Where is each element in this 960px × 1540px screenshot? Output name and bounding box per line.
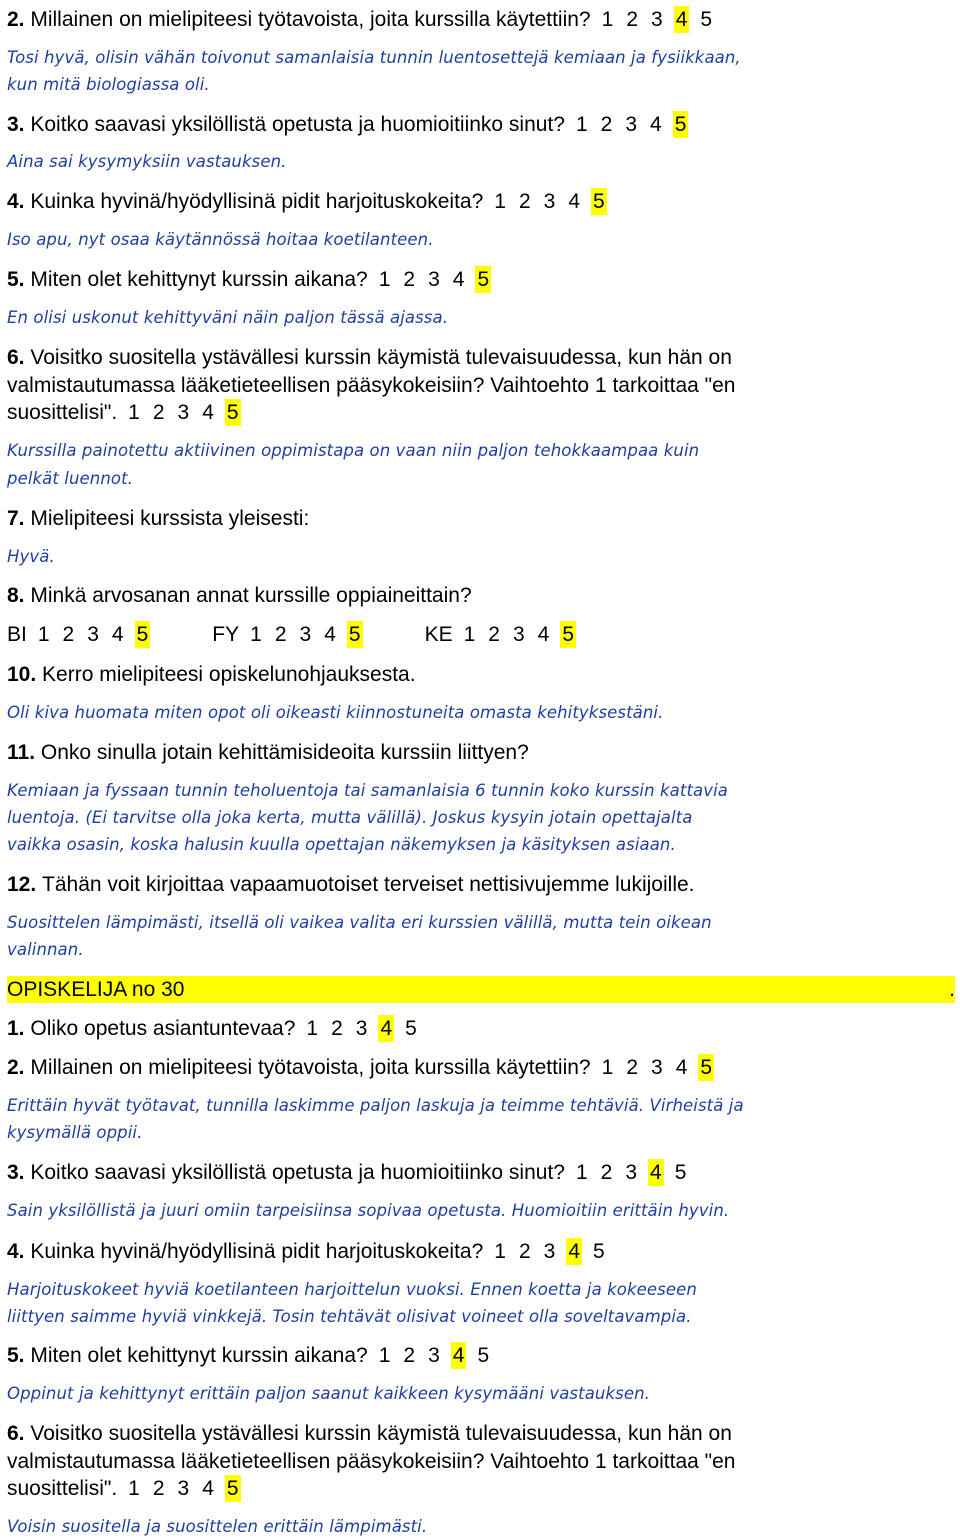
subject-fy: FY	[212, 623, 240, 646]
question-text: valmistautumassa lääketieteellisen pääsykokeisiin? Vaihtoehto 1 tarkoittaa "en	[7, 1450, 736, 1473]
rating-option-4: 4	[537, 623, 550, 646]
rating-scale	[591, 1056, 714, 1079]
rating-option-2: 2	[518, 1240, 531, 1263]
rating-option-5: 5	[562, 623, 575, 646]
rating-option-4: 4	[568, 190, 581, 213]
answer-line	[7, 777, 728, 804]
rating-option-3: 3	[543, 1240, 556, 1263]
rating-option-5: 5	[477, 1344, 490, 1367]
question-number: 4.	[7, 190, 31, 213]
rating-option-1: 1	[250, 623, 262, 646]
question-text: Tähän voit kirjoittaa vapaamuotoiset terveiset nettisivujemme lukijoille.	[42, 873, 695, 896]
rating-option-2: 2	[626, 1056, 638, 1079]
question-line	[7, 661, 416, 688]
rating-option-3: 3	[87, 623, 99, 646]
answer-text: Iso apu, nyt osaa käytännössä hoitaa koetilanteen.	[7, 230, 434, 249]
question-line	[7, 739, 529, 766]
rating-option-2: 2	[62, 623, 75, 646]
rating-option-3: 3	[428, 268, 440, 291]
rating-option-1: 1	[128, 1477, 140, 1500]
subject-bi: BI	[7, 623, 27, 646]
rating-option-3: 3	[625, 1161, 638, 1184]
rating-scale	[453, 623, 576, 646]
question-line	[7, 399, 241, 426]
rating-scale	[117, 1477, 240, 1500]
student-label: OPISKELIJA no 30	[7, 978, 185, 1001]
question-text: Millainen on mielipiteesi työtavoista, joita kurssilla käytettiin?	[30, 1056, 591, 1079]
question-number: 12.	[7, 873, 43, 896]
answer-line	[7, 1380, 650, 1407]
rating-option-3: 3	[428, 1344, 440, 1367]
answer-text: Kemiaan ja fyssaan tunnin teholuentoja tai samanlaisia 6 tunnin koko kurssin kattavia	[7, 781, 728, 800]
rating-option-4: 4	[650, 113, 662, 136]
answer-text: Oppinut ja kehittynyt erittäin paljon saanut kaikkeen kysymääni vastauksen.	[7, 1384, 650, 1403]
answer-line	[7, 831, 676, 858]
question-line	[7, 188, 607, 215]
question-number: 6.	[7, 1422, 31, 1445]
rating-option-1: 1	[378, 1344, 391, 1367]
rating-scale	[483, 1240, 606, 1263]
rating-option-2: 2	[600, 113, 613, 136]
trailing-dot: .	[949, 978, 955, 1001]
answer-text: liittyen saimme hyviä vinkkejä. Tosin tehtävät olisivat voineet olla soveltavampia.	[7, 1307, 692, 1326]
question-number: 2.	[7, 8, 31, 31]
answer-text: Sain yksilöllistä ja juuri omiin tarpeisiinsa sopivaa opetusta. Huomioitiin erittäin hyvin.	[7, 1201, 730, 1220]
question-line	[7, 266, 491, 293]
answer-text: luentoja. (Ei tarvitse olla joka kerta, mutta välillä). Joskus kysyin jotain opettajalta	[7, 808, 693, 827]
rating-scale	[565, 1161, 688, 1184]
answer-text: kun mitä biologiassa oli.	[7, 75, 210, 94]
question-text: Koitko saavasi yksilöllistä opetusta ja huomioitiinko sinut?	[30, 1161, 565, 1184]
question-line	[7, 372, 735, 399]
rating-option-5: 5	[477, 268, 490, 291]
question-number: 6.	[7, 346, 31, 369]
rating-option-5: 5	[674, 113, 687, 136]
rating-option-5: 5	[226, 1477, 239, 1500]
answer-line	[7, 936, 84, 963]
rating-scale	[483, 190, 606, 213]
rating-option-2: 2	[626, 8, 638, 31]
question-line	[7, 1054, 714, 1081]
rating-option-3: 3	[299, 623, 312, 646]
rating-option-1: 1	[494, 1240, 506, 1263]
rating-scale	[368, 1344, 491, 1367]
rating-option-3: 3	[651, 8, 663, 31]
question-text: valmistautumassa lääketieteellisen pääsykokeisiin? Vaihtoehto 1 tarkoittaa "en	[7, 374, 736, 397]
rating-option-2: 2	[331, 1017, 343, 1040]
rating-option-2: 2	[518, 190, 531, 213]
question-number: 7.	[7, 507, 31, 530]
question-text: Oliko opetus asiantuntevaa?	[30, 1017, 296, 1040]
rating-scale	[295, 1017, 418, 1040]
question-line	[7, 1238, 607, 1265]
question-text: Voisitko suositella ystävällesi kurssin käymistä tulevaisuudessa, kun hän on	[30, 346, 732, 369]
rating-scale	[565, 113, 688, 136]
rating-option-2: 2	[152, 401, 165, 424]
question-text: Miten olet kehittynyt kurssin aikana?	[30, 1344, 368, 1367]
rating-option-1: 1	[378, 268, 391, 291]
rating-scale	[117, 401, 240, 424]
subject-ke: KE	[424, 623, 453, 646]
rating-option-2: 2	[488, 623, 500, 646]
question-text: Kuinka hyvinä/hyödyllisinä pidit harjoituskokeita?	[30, 190, 484, 213]
rating-option-1: 1	[494, 190, 506, 213]
rating-option-4: 4	[568, 1240, 581, 1263]
answer-text: Erittäin hyvät työtavat, tunnilla laskimme paljon laskuja ja teimme tehtäviä. Virheistä ja	[7, 1096, 744, 1115]
rating-option-2: 2	[274, 623, 287, 646]
question-text: Miten olet kehittynyt kurssin aikana?	[30, 268, 368, 291]
question-text: suosittelisi".	[7, 1477, 118, 1500]
question-text: Millainen on mielipiteesi työtavoista, joita kurssilla käytettiin?	[30, 8, 591, 31]
rating-option-3: 3	[355, 1017, 368, 1040]
rating-option-5: 5	[593, 1240, 605, 1263]
answer-line	[7, 226, 434, 253]
question-line	[7, 6, 714, 33]
rating-option-4: 4	[380, 1017, 393, 1040]
rating-option-4: 4	[202, 401, 214, 424]
rating-option-5: 5	[674, 1161, 687, 1184]
rating-option-1: 1	[463, 623, 476, 646]
answer-line	[7, 44, 741, 71]
question-line	[7, 582, 472, 609]
rating-option-2: 2	[403, 268, 416, 291]
question-number: 3.	[7, 1161, 31, 1184]
answer-line	[7, 699, 663, 726]
question-line	[7, 344, 732, 371]
question-number: 3.	[7, 113, 31, 136]
answer-line	[7, 543, 55, 570]
question-text: Kerro mielipiteesi opiskelunohjauksesta.	[42, 663, 416, 686]
answer-line	[7, 148, 286, 175]
answer-text: Oli kiva huomata miten opot oli oikeasti kiinnostuneita omasta kehityksestäni.	[7, 703, 664, 722]
answer-text: kysymällä oppii.	[7, 1123, 143, 1142]
rating-scale	[368, 268, 491, 291]
answer-line	[7, 1092, 744, 1119]
rating-scale	[27, 623, 150, 646]
answer-text: valinnan.	[7, 940, 84, 959]
rating-option-3: 3	[543, 190, 556, 213]
question-text: Minkä arvosanan annat kurssille oppiaineittain?	[30, 584, 472, 607]
rating-option-3: 3	[177, 401, 190, 424]
rating-option-4: 4	[675, 1056, 688, 1079]
question-text: Mielipiteesi kurssista yleisesti:	[30, 507, 310, 530]
rating-option-3: 3	[512, 623, 525, 646]
rating-option-5: 5	[136, 623, 149, 646]
question-line	[7, 1159, 688, 1186]
question-line	[7, 505, 309, 532]
question-text: suosittelisi".	[7, 401, 118, 424]
grades-row	[7, 621, 576, 648]
answer-text: Harjoituskokeet hyviä koetilanteen harjoittelun vuoksi. Ennen koetta ja kokeeseen	[7, 1280, 697, 1299]
rating-option-1: 1	[601, 8, 614, 31]
rating-option-3: 3	[651, 1056, 663, 1079]
answer-text: Voisin suositella ja suosittelen erittäin lämpimästi.	[7, 1517, 428, 1536]
question-number: 4.	[7, 1240, 31, 1263]
rating-scale	[239, 623, 362, 646]
question-line	[7, 111, 688, 138]
answer-line	[7, 71, 210, 98]
question-number: 10.	[7, 663, 43, 686]
rating-option-4: 4	[111, 623, 124, 646]
question-line	[7, 1420, 732, 1447]
answer-text: vaikka osasin, koska halusin kuulla opettajan näkemyksen ja käsityksen asiaan.	[7, 835, 676, 854]
answer-line	[7, 909, 712, 936]
rating-option-5: 5	[593, 190, 605, 213]
answer-text: Suosittelen lämpimästi, itsellä oli vaikea valita eri kurssien välillä, mutta tein oikean	[7, 913, 712, 932]
answer-text: Aina sai kysymyksiin vastauksen.	[7, 152, 287, 171]
rating-option-4: 4	[452, 268, 465, 291]
rating-option-2: 2	[600, 1161, 613, 1184]
rating-option-1: 1	[37, 623, 50, 646]
question-line	[7, 1342, 491, 1369]
question-text: Koitko saavasi yksilöllistä opetusta ja huomioitiinko sinut?	[30, 113, 565, 136]
rating-option-2: 2	[152, 1477, 165, 1500]
rating-option-5: 5	[700, 1056, 713, 1079]
question-line	[7, 871, 695, 898]
question-line	[7, 1015, 419, 1042]
answer-line	[7, 437, 699, 464]
answer-line	[7, 1197, 729, 1224]
rating-option-5: 5	[226, 401, 239, 424]
answer-line	[7, 1276, 697, 1303]
question-number: 5.	[7, 268, 31, 291]
question-number: 11.	[7, 741, 41, 764]
rating-option-2: 2	[403, 1344, 416, 1367]
rating-option-3: 3	[625, 113, 638, 136]
question-line	[7, 1448, 735, 1475]
rating-option-4: 4	[324, 623, 336, 646]
answer-text: pelkät luennot.	[7, 469, 134, 488]
rating-option-1: 1	[575, 1161, 588, 1184]
question-text: Kuinka hyvinä/hyödyllisinä pidit harjoituskokeita?	[30, 1240, 484, 1263]
answer-line	[7, 1303, 692, 1330]
question-number: 8.	[7, 584, 31, 607]
rating-option-1: 1	[601, 1056, 614, 1079]
rating-option-4: 4	[202, 1477, 214, 1500]
student-header-band	[7, 976, 955, 1003]
answer-line	[7, 304, 448, 331]
answer-line	[7, 1119, 142, 1146]
answer-line	[7, 1513, 427, 1540]
rating-option-4: 4	[650, 1161, 662, 1184]
answer-text: Hyvä.	[7, 547, 55, 566]
rating-option-5: 5	[405, 1017, 417, 1040]
rating-scale	[591, 8, 714, 31]
answer-text: Kurssilla painotettu aktiivinen oppimistapa on vaan niin paljon tehokkaampaa kuin	[7, 441, 700, 460]
question-text: Onko sinulla jotain kehittämisideoita kurssiin liittyen?	[40, 741, 529, 764]
question-number: 2.	[7, 1056, 31, 1079]
rating-option-1: 1	[575, 113, 588, 136]
question-line	[7, 1475, 241, 1502]
answer-text: Tosi hyvä, olisin vähän toivonut samanlaisia tunnin luentosettejä kemiaan ja fysiikkaan,	[7, 48, 741, 67]
question-number: 5.	[7, 1344, 31, 1367]
answer-line	[7, 465, 133, 492]
answer-text: En olisi uskonut kehittyväni näin paljon tässä ajassa.	[7, 308, 449, 327]
question-number: 1.	[7, 1017, 31, 1040]
answer-line	[7, 804, 692, 831]
rating-option-4: 4	[675, 8, 688, 31]
rating-option-3: 3	[177, 1477, 190, 1500]
rating-option-4: 4	[452, 1344, 465, 1367]
rating-option-1: 1	[306, 1017, 319, 1040]
question-text: Voisitko suositella ystävällesi kurssin käymistä tulevaisuudessa, kun hän on	[30, 1422, 732, 1445]
rating-option-5: 5	[348, 623, 361, 646]
rating-option-5: 5	[700, 8, 713, 31]
rating-option-1: 1	[128, 401, 140, 424]
